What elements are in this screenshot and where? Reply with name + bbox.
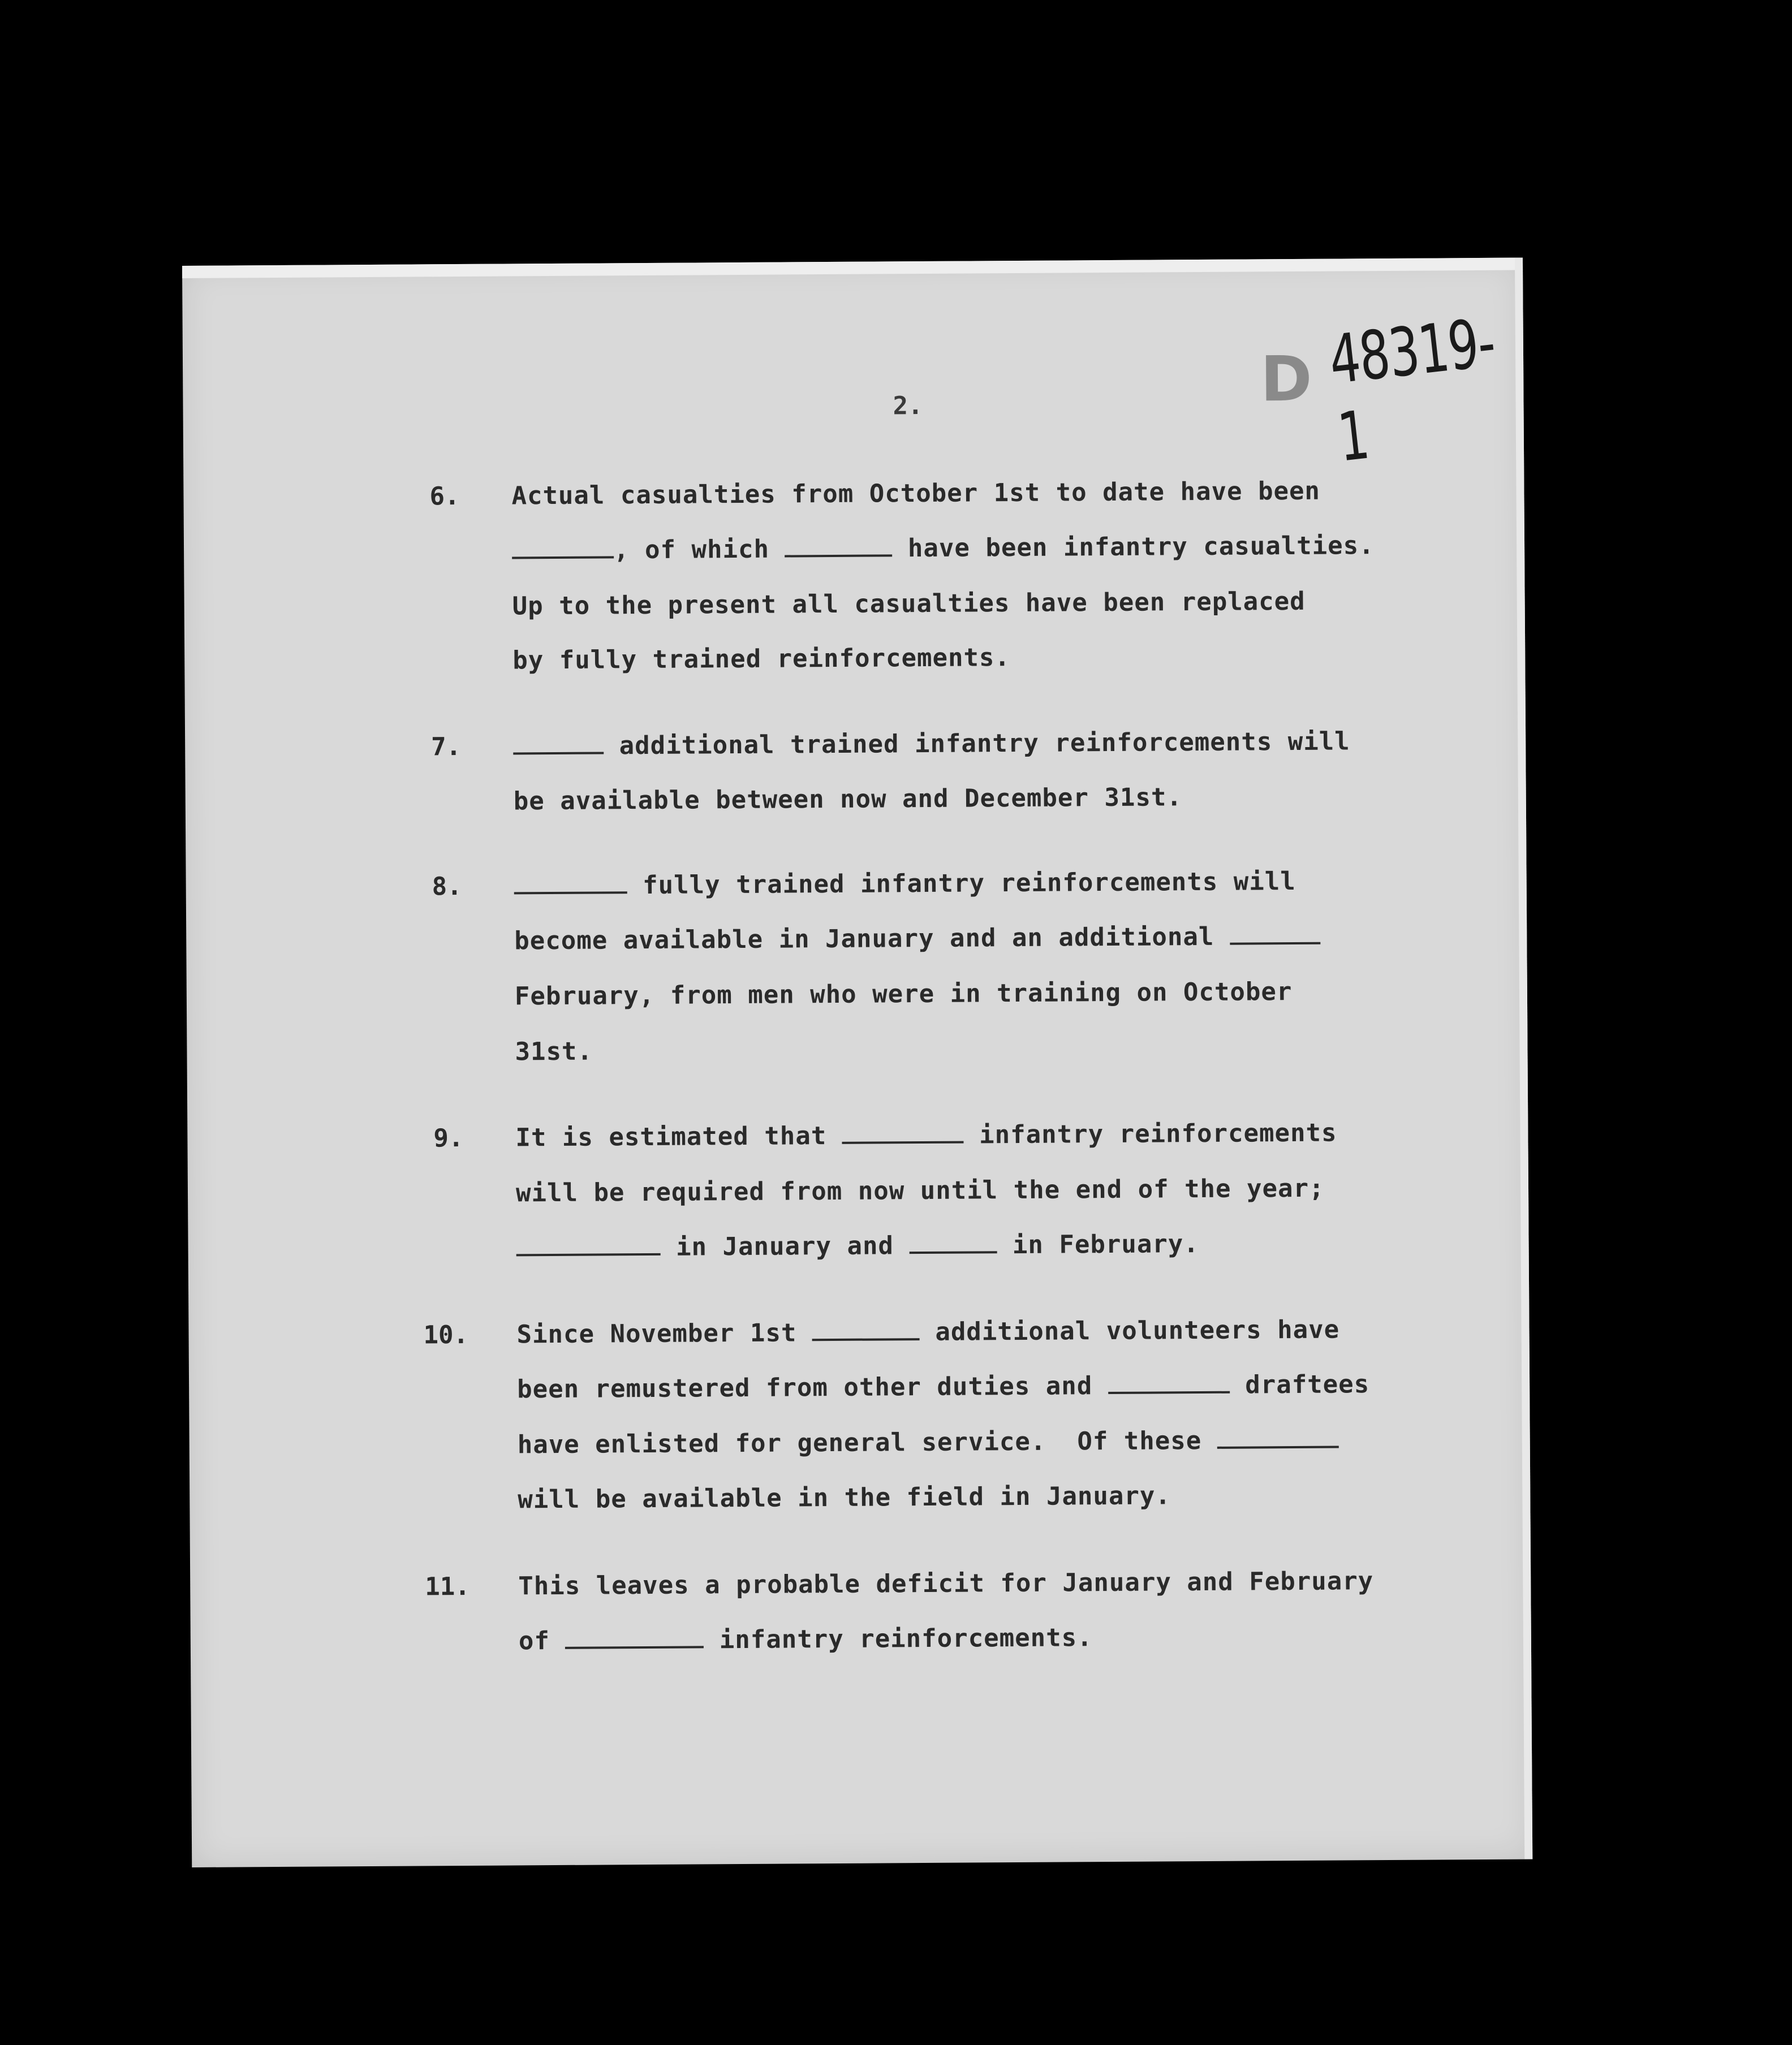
fill-in-blank [812,1318,920,1341]
paper-right-edge [1515,258,1532,1860]
page-number: 2. [893,391,923,421]
fill-in-blank [565,1626,704,1649]
paragraph-8-line-1: fully trained infantry reinforcements will [514,867,1296,900]
fill-in-blank [516,1233,660,1257]
paragraph-8-line-3: February, from men who were in training on October [514,977,1293,1011]
paragraph-9-line-1: It is estimated that infantry reinforcements [515,1118,1337,1153]
fill-in-blank [512,536,614,559]
fill-in-blank [785,534,892,557]
paragraph-8-line-2: become available in January and an additional [514,922,1320,956]
paragraph-6-line-3: Up to the present all casualties have been replaced [512,586,1306,621]
fill-in-blank [1217,1426,1339,1449]
paragraph-number-9: 9. [433,1123,464,1153]
paragraph-number-7: 7. [431,732,462,762]
paragraph-9-line-2: will be required from now until the end of the year; [515,1173,1325,1208]
fill-in-blank [513,732,604,754]
paragraph-6-line-4: by fully trained reinforcements. [512,643,1011,675]
paragraph-8-line-4: 31st. [515,1037,593,1067]
paragraph-11-line-1: This leaves a probable deficit for January and February [518,1567,1374,1601]
fill-in-blank [1230,922,1320,945]
paragraph-10-line-3: have enlisted for general service. Of these [518,1426,1339,1460]
paragraph-10-line-2: been remustered from other duties and draftees [516,1370,1370,1404]
paragraph-10-line-4: will be available in the field in January. [518,1481,1171,1515]
fill-in-blank [1108,1371,1230,1395]
paragraph-number-8: 8. [432,872,462,901]
paragraph-10-line-1: Since November 1st additional volunteers have [516,1315,1340,1349]
paragraph-9-line-3: in January and in February. [516,1229,1199,1262]
document-page [182,258,1532,1867]
fill-in-blank [842,1121,964,1144]
paragraph-11-line-2: of infantry reinforcements. [518,1623,1093,1656]
archive-stamp-letter: D [1260,342,1312,416]
handwritten-reference-number: 48319-1 [1325,303,1498,477]
paper-top-edge [182,258,1523,278]
fill-in-blank [514,872,627,894]
paragraph-6-line-1: Actual casualties from October 1st to date have been [511,476,1321,511]
paragraph-6-line-2: , of which have been infantry casualties. [512,531,1375,565]
paragraph-7-line-2: be available between now and December 31st. [513,783,1183,816]
paragraph-number-10: 10. [423,1320,469,1350]
paragraph-number-6: 6. [429,482,460,511]
fill-in-blank [909,1231,997,1254]
paragraph-7-line-1: additional trained infantry reinforcements will [513,727,1350,761]
paragraph-number-11: 11. [425,1572,470,1602]
